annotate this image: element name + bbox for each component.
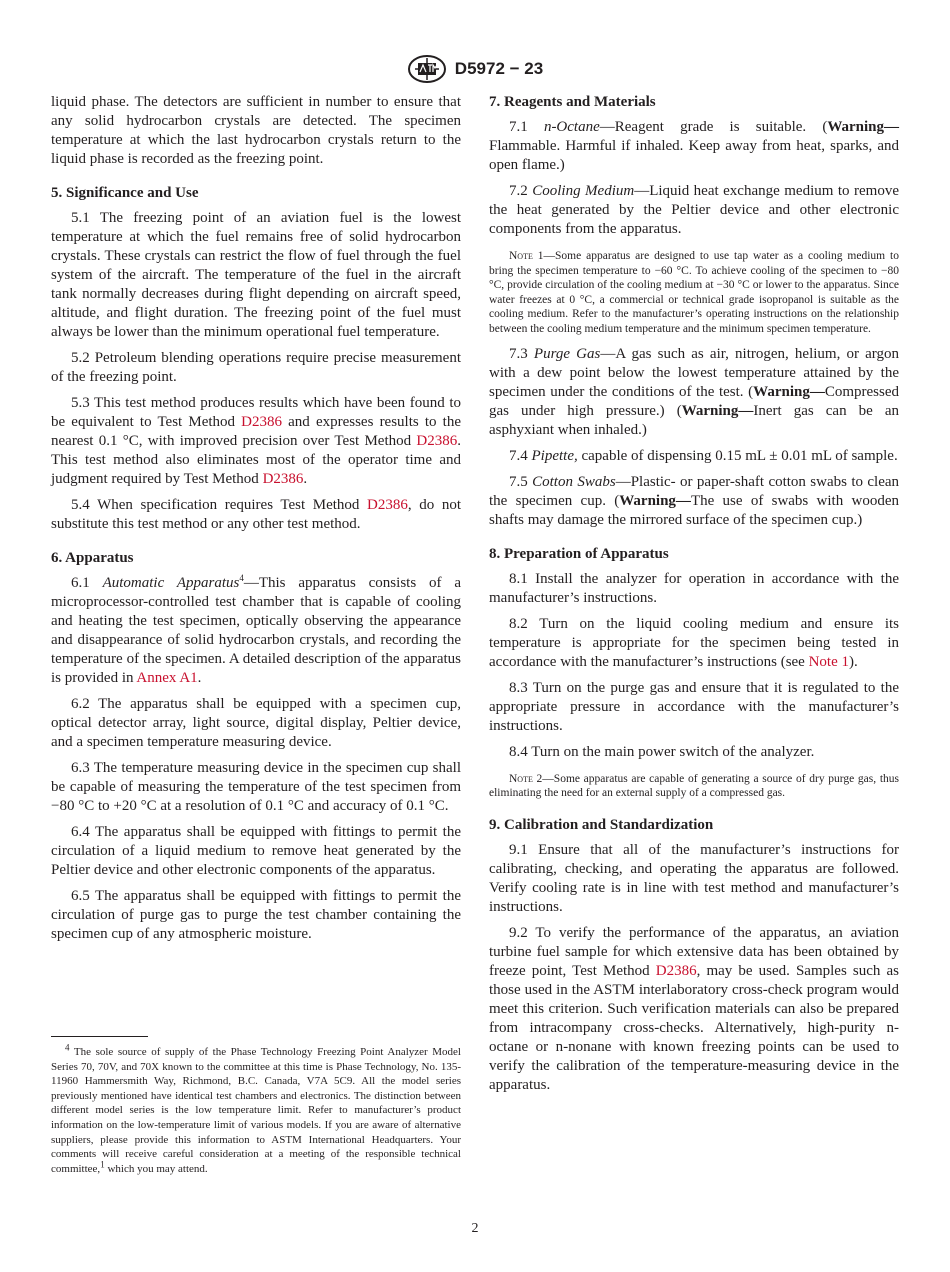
section-9-heading: 9. Calibration and Standardization	[489, 816, 714, 833]
paragraph-8-2: 8.2 Turn on the liquid cooling medium and ensure its temperature is appropriate for the specimen being tested in accordance with the manufacturer’s instructions (see Note 1).	[489, 615, 899, 670]
paragraph-9-1: 9.1 Ensure that all of the manufacturer’s instructions for calibrating, checking, and operating the apparatus are followed. Verify cooling rate is in line with test method and manufacturer’s instructions.	[489, 841, 899, 915]
paragraph-9-2: 9.2 To verify the performance of the apparatus, an aviation turbine fuel sample for which extensive data has been obtained by freeze point, Test Method D2386, may be used. Samples such as those used in the ASTM interlaboratory cross-check program would meet this criterion. Such verification materials can also be prepared from intracompany cross-checks. Alternatively, high-purity n-octane or n-nonane with known freezing points can be used to verify the calibration of the temperature-measuring device in the apparatus.	[489, 924, 899, 1093]
footnote-divider	[51, 1036, 148, 1037]
paragraph-6-4: 6.4 The apparatus shall be equipped with fittings to permit the circulation of a liquid medium to remove heat generated by the Peltier device and other electronic components of the apparatus.	[51, 824, 461, 878]
paragraph-6-2: 6.2 The apparatus shall be equipped with a specimen cup, optical detector array, light source, digital display, Peltier device, and a specimen temperature measuring device.	[51, 696, 461, 750]
section-8-heading: 8. Preparation of Apparatus	[489, 545, 669, 562]
footnote-ref[interactable]: 4	[239, 573, 244, 583]
note-1-link[interactable]: Note 1	[808, 653, 850, 670]
d2386-link[interactable]: D2386	[416, 433, 458, 449]
d2386-link[interactable]: D2386	[241, 414, 283, 430]
paragraph-6-1: 6.1 Automatic Apparatus$^4$—This apparatus consists of a microprocessor-controlled test chamber that is capable of cooling and heating the test specimen, optically observing the appearance and disappearance of solid hydrocarbon crystals, and recording the temperature of the specimen. A detailed description of the apparatus is provided in Annex A1.	[51, 573, 461, 686]
paragraph-5-1: 5.1 The freezing point of an aviation fuel is the lowest temperature at which the fuel remains free of solid hydrocarbon crystals. These crystals can restrict the flow of fuel through the fuel system of the aircraft. The temperature of the fuel in the aircraft tank normally decreases during flight depending on aircraft speed, altitude, and flight duration. The freezing point of the fuel must always be lower than the minimum operational fuel temperature.	[51, 210, 461, 340]
note-1: Note 1—Some apparatus are designed to use tap water as a cooling medium to bring the specimen temperature to −60 °C. To achieve cooling of the specimen to −80 °C, provide circulation of the cooling medium at −30 °C or lower to the apparatus. Since water freezes at 0 °C, a commercial or technical grade isopropanol is suitable as the cooling medium. Refer to the manufacturer’s operating instructions on the relationship between the cooling medium temperature and the minimum specimen temperature.	[489, 250, 899, 335]
paragraph-8-3: 8.3 Turn on the purge gas and ensure that it is regulated to the appropriate pressure in accordance with the manufacturer’s instructions.	[489, 679, 899, 734]
paragraph-6-3: 6.3 The temperature measuring device in the specimen cup shall be capable of measuring the temperature of the test specimen from −80 °C to +20 °C at a resolution of 0.1 °C and accuracy of 0.1 °C.	[51, 760, 461, 814]
paragraph-8-4: 8.4 Turn on the main power switch of the analyzer.	[509, 743, 815, 760]
paragraph-7-3: 7.3 Purge Gas—A gas such as air, nitrogen, helium, or argon with a dew point below the lowest temperature attained by the specimen under the conditions of the test. (Warning—Compressed gas under high pressure.) (Warning—Inert gas can be an asphyxiant when inhaled.)	[489, 345, 899, 438]
astm-logo-icon	[407, 54, 447, 84]
paragraph-5-3: 5.3 This test method produces results which have been found to be equivalent to Test Method D2386 and expresses results to the nearest 0.1 °C, with improved precision over Test Method D2386. This test method also eliminates most of the operator time and judgment required by Test Method D2386.	[51, 395, 461, 487]
paragraph-7-5: 7.5 Cotton Swabs—Plastic- or paper-shaft cotton swabs to clean the specimen cup. (Warning—The use of swabs with wooden shafts may damage the mirrored surface of the specimen cup.)	[489, 473, 900, 528]
section-7-heading: 7. Reagents and Materials	[489, 94, 656, 110]
footnote-4: $^4$ The sole source of supply of the Phase Technology Freezing Point Analyzer Model Series 70, 70V, and 70X known to the committee at this time is Phase Technology, No. 135-11960 Hammersmith Way, Richmond, B.C. Canada, V7A 5C9. All the model series previously mentioned have identical test chambers and electronics. The distinction between different model series is the low temperature limit. Refer to manufacturer’s product information on the low-temperature limit of various models. If you are aware of alternative suppliers, please provide this information to ASTM International Headquarters. Your comments will receive careful consideration at a meeting of the responsible technical committee,$^1$ which you may attend.	[51, 1042, 461, 1175]
right-column	[489, 93, 899, 1102]
d2386-link[interactable]: D2386	[262, 471, 304, 487]
page-number: 2	[471, 1221, 479, 1236]
intro-paragraph: liquid phase. The detectors are sufficient in number to ensure that any solid hydrocarbon crystals are detected. The specimen temperature at which the last hydrocarbon crystals return to the liquid phase is recorded as the freezing point.	[51, 94, 461, 167]
paragraph-7-2: 7.2 Cooling Medium—Liquid heat exchange medium to remove the heat generated by the Peltier device and other electronic components from the apparatus.	[489, 183, 899, 237]
d2386-link[interactable]: D2386	[655, 962, 697, 979]
paragraph-8-1: 8.1 Install the analyzer for operation in accordance with the manufacturer’s instructions.	[489, 570, 899, 606]
section-5-heading: 5. Significance and Use	[51, 185, 199, 201]
d2386-link[interactable]: D2386	[367, 497, 408, 513]
note-2: Note 2—Some apparatus are capable of generating a source of dry purge gas, thus eliminating the need for an external supply of a compressed gas.	[489, 772, 899, 800]
page-header	[0, 52, 950, 86]
paragraph-7-1: 7.1 n-Octane—Reagent grade is suitable. (Warning—Flammable. Harmful if inhaled. Keep away from heat, sparks, and open flame.)	[489, 119, 899, 173]
paragraph-6-5: 6.5 The apparatus shall be equipped with fittings to permit the circulation of purge gas to purge the test chamber containing the specimen cup of any atmospheric moisture.	[51, 888, 461, 942]
paragraph-5-4: 5.4 When specification requires Test Method D2386, do not substitute this test method or any other test method.	[51, 497, 461, 532]
paragraph-7-4: 7.4 Pipette, capable of dispensing 0.15 mL ± 0.01 mL of sample.	[509, 447, 898, 464]
document-designation: D5972 − 23	[454, 59, 544, 78]
paragraph-5-2: 5.2 Petroleum blending operations require precise measurement of the freezing point.	[51, 350, 461, 385]
left-column	[51, 93, 461, 951]
annex-a1-link[interactable]: Annex A1	[136, 670, 198, 686]
section-6-heading: 6. Apparatus	[51, 550, 134, 566]
